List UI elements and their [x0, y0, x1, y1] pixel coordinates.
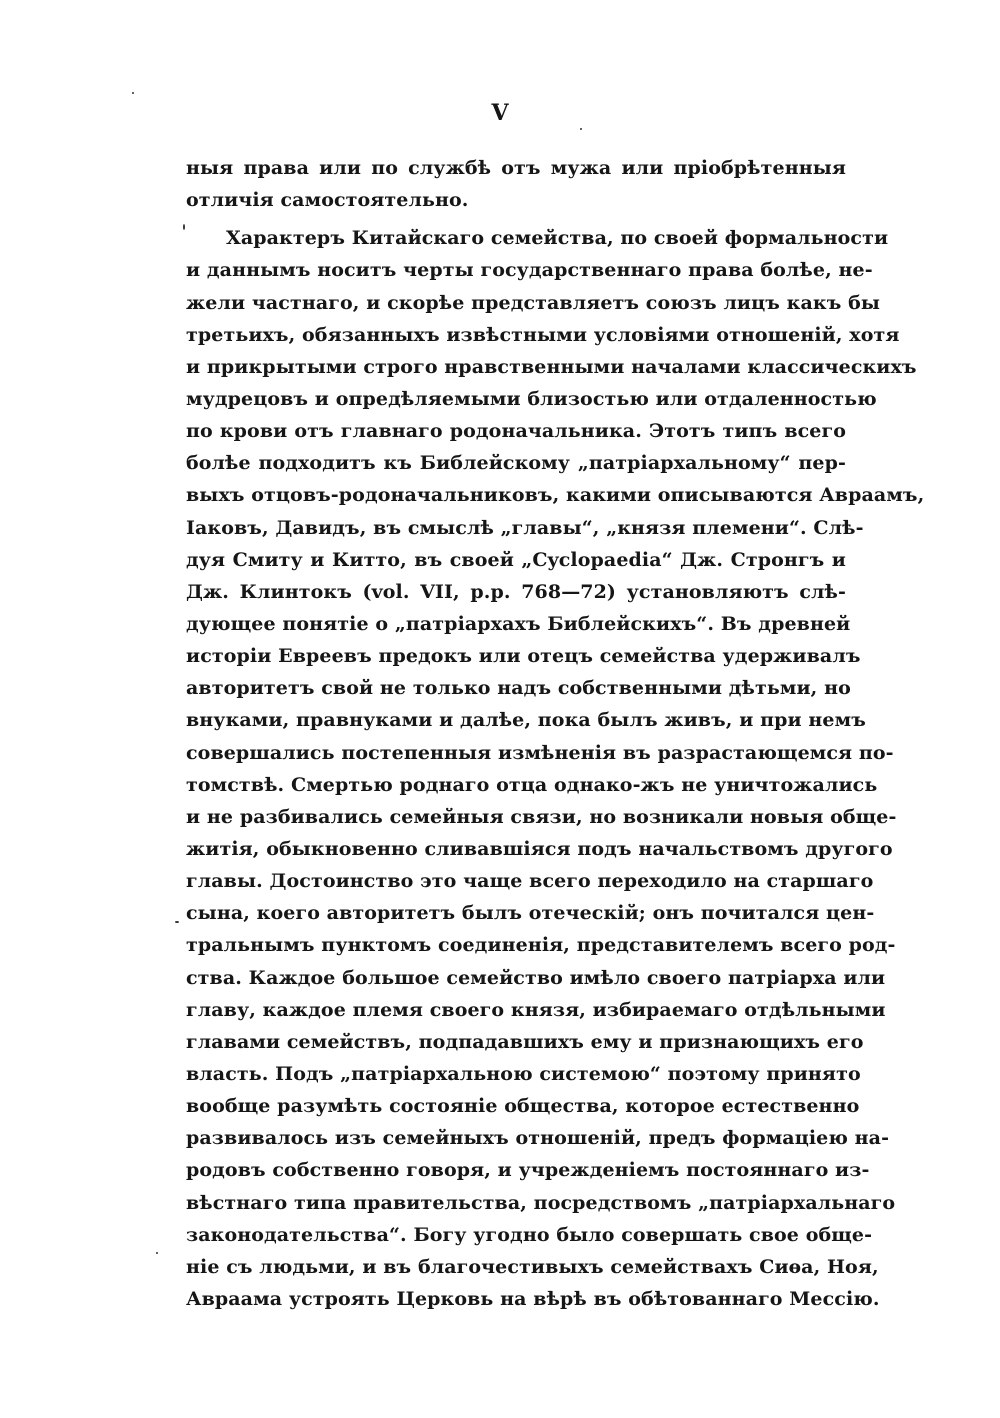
- text-line: болѣе подходитъ къ Библейскому „патріархальному“ пер-: [186, 452, 846, 475]
- text-line: житія, обыкновенно сливавшіяся подъ начальствомъ другого: [186, 837, 893, 860]
- text-line: внуками, правнуками и далѣе, пока былъ живъ, и при немъ: [186, 709, 866, 732]
- scan-speck: [132, 92, 134, 94]
- text-line: ныя права или по службѣ отъ мужа или пріобрѣтенныя: [186, 157, 846, 179]
- text-line: главу, каждое племя своего князя, избираемаго отдѣльными: [186, 998, 886, 1021]
- text-line: развивалось изъ семейныхъ отношеній, предъ формаціею на-: [186, 1127, 890, 1150]
- text-line: дуя Смиту и Китто, въ своей „Cyclopaedia“ Дж. Стронгъ и: [186, 548, 846, 571]
- scan-speck: [156, 1252, 158, 1254]
- text-line: Дж. Клинтокъ (vol. VII, p.p. 768—72) установляютъ слѣ-: [186, 580, 846, 603]
- text-line: томствѣ. Смертью роднаго отца однако-жъ не уничтожались: [186, 773, 878, 796]
- text-line: Характеръ Китайскаго семейства, по своей формальности: [226, 227, 889, 250]
- text-line: третьихъ, обязанныхъ извѣстными условіями отношеній, хотя: [186, 323, 900, 346]
- text-line: и прикрытыми строго нравственными началами классическихъ: [186, 355, 917, 378]
- text-line: главы. Достоинство это чаще всего переходило на старшаго: [186, 870, 874, 893]
- text-line: власть. Подъ „патріархальною системою“ поэтому принято: [186, 1062, 861, 1085]
- body-text: [186, 152, 925, 1315]
- text-line: дующее понятіе о „патріархахъ Библейскихъ“. Въ древней: [186, 612, 851, 635]
- text-line: жели частнаго, и скорѣе представляетъ союзъ лицъ какъ бы: [186, 291, 881, 314]
- text-line: выхъ отцовъ-родоначальниковъ, какими описываются Авраамъ,: [186, 484, 925, 507]
- text-line: законодательства“. Богу угодно было совершать свое обще-: [186, 1223, 873, 1246]
- text-line: ства. Каждое большое семейство имѣло своего патріарха или: [186, 966, 886, 989]
- text-line: Авраама устроять Церковь на вѣрѣ въ обѣтованнаго Мессію.: [186, 1287, 880, 1310]
- page-number: V: [491, 100, 509, 126]
- text-line: родовъ собственно говоря, и учрежденіемъ постояннаго из-: [186, 1159, 870, 1182]
- scan-speck: [183, 224, 185, 230]
- text-line: совершались постепенныя измѣненія въ разрастающемся по-: [186, 741, 894, 764]
- scan-speck: [580, 128, 582, 130]
- text-line: главами семействъ, подпадавшихъ ему и признающихъ его: [186, 1030, 864, 1053]
- text-line: и даннымъ носитъ черты государственнаго права болѣе, не-: [186, 259, 873, 282]
- text-line: тральнымъ пунктомъ соединенія, представителемъ всего род-: [186, 934, 896, 957]
- text-line: авторитетъ свой не только надъ собственными дѣтьми, но: [186, 677, 851, 700]
- scan-speck: [175, 921, 179, 923]
- text-line: Іаковъ, Давидъ, въ смыслѣ „главы“, „князя племени“. Слѣ-: [186, 516, 864, 539]
- text-line: ніе съ людьми, и въ благочестивыхъ семействахъ Сиѳа, Ноя,: [186, 1255, 879, 1278]
- text-line: и не разбивались семейныя связи, но возникали новыя обще-: [186, 805, 897, 828]
- text-line: по крови отъ главнаго родоначальника. Этотъ типъ всего: [186, 420, 846, 443]
- text-line: сына, коего авторитетъ былъ отеческій; онъ почитался цен-: [186, 902, 875, 925]
- text-line: мудрецовъ и опредѣляемыми близостью или отдаленностью: [186, 387, 877, 410]
- text-line: вообще разумѣть состояніе общества, которое естественно: [186, 1095, 860, 1118]
- text-line: исторіи Евреевъ предокъ или отецъ семейства удерживалъ: [186, 645, 861, 668]
- text-line: вѣстнаго типа правительства, посредствомъ „патріархальнаго: [186, 1191, 896, 1214]
- text-line: отличія самостоятельно.: [186, 189, 469, 212]
